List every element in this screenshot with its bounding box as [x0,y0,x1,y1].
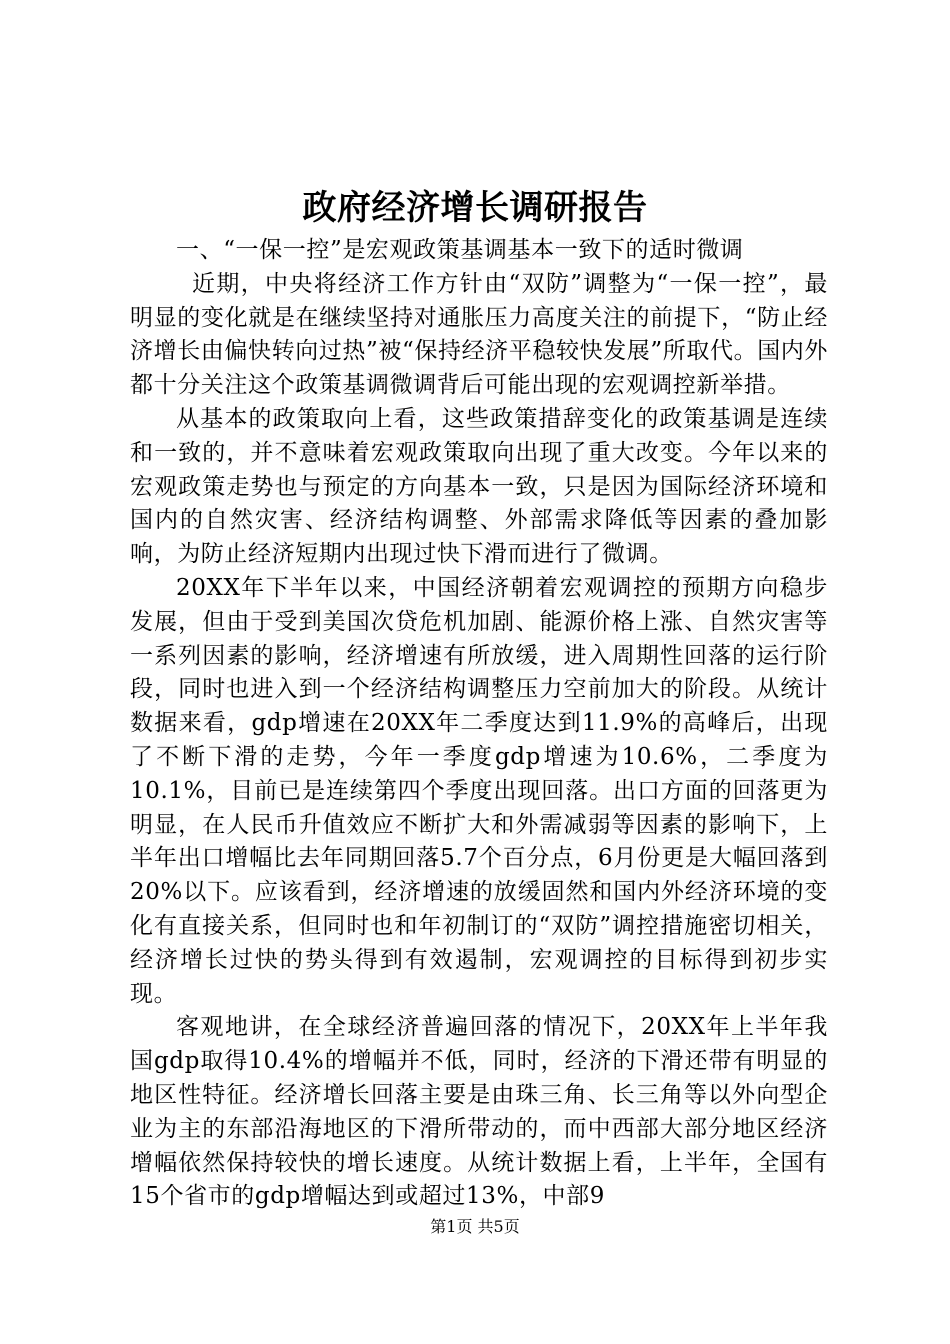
document-title: 政府经济增长调研报告 [302,188,648,228]
paragraph: 20XX年下半年以来，中国经济朝着宏观调控的预期方向稳步发展，但由于受到美国次贷危机加剧、能源价格上涨、自然灾害等一系列因素的影响，经济增速有所放缓，进入周期性回落的运行阶段，同时也进入到一个经济结构调整压力空前加大的阶段。从统计数据来看，gdp增速在20XX年二季度达到11.9%的高峰后，出现了不断下滑的走势，今年一季度gdp增速为10.6%，二季度为10.1%，目前已是连续第四个季度出现回落。出口方面的回落更为明显，在人民币升值效应不断扩大和外需减弱等因素的影响下，上半年出口增幅比去年同期回落5.7个百分点，6月份更是大幅回落到20%以下。应该看到，经济增速的放缓固然和国内外经济环境的变化有直接关系，但同时也和年初制订的“双防”调控措施密切相关，经济增长过快的势头得到有效遏制，宏观调控的目标得到初步实现。 [130,574,828,1007]
page-footer: 第1页 共5页 [430,1217,520,1236]
document-body [130,234,828,1214]
paragraph: 近期，中央将经济工作方针由“双防”调整为“一保一控”，最明显的变化就是在继续坚持对通胀压力高度关注的前提下，“防止经济增长由偏快转向过热”被“保持经济平稳较快发展”所取代。国内外都十分关注这个政策基调微调背后可能出现的宏观调控新举措。 [130,270,828,399]
section-heading: 一、“一保一控”是宏观政策基调基本一致下的适时微调 [176,237,744,263]
paragraph: 客观地讲，在全球经济普遍回落的情况下，20XX年上半年我国gdp取得10.4%的增幅并不低，同时，经济的下滑还带有明显的地区性特征。经济增长回落主要是由珠三角、长三角等以外向型企业为主的东部沿海地区的下滑所带动的，而中西部大部分地区经济增幅依然保持较快的增长速度。从统计数据上看，上半年，全国有15个省市的gdp增幅达到或超过13%，中部9 [130,1014,828,1210]
paragraph: 从基本的政策取向上看，这些政策措辞变化的政策基调是连续和一致的，并不意味着宏观政策取向出现了重大改变。今年以来的宏观政策走势也与预定的方向基本一致，只是因为国际经济环境和国内的自然灾害、经济结构调整、外部需求降低等因素的叠加影响，为防止经济短期内出现过快下滑而进行了微调。 [130,405,828,568]
